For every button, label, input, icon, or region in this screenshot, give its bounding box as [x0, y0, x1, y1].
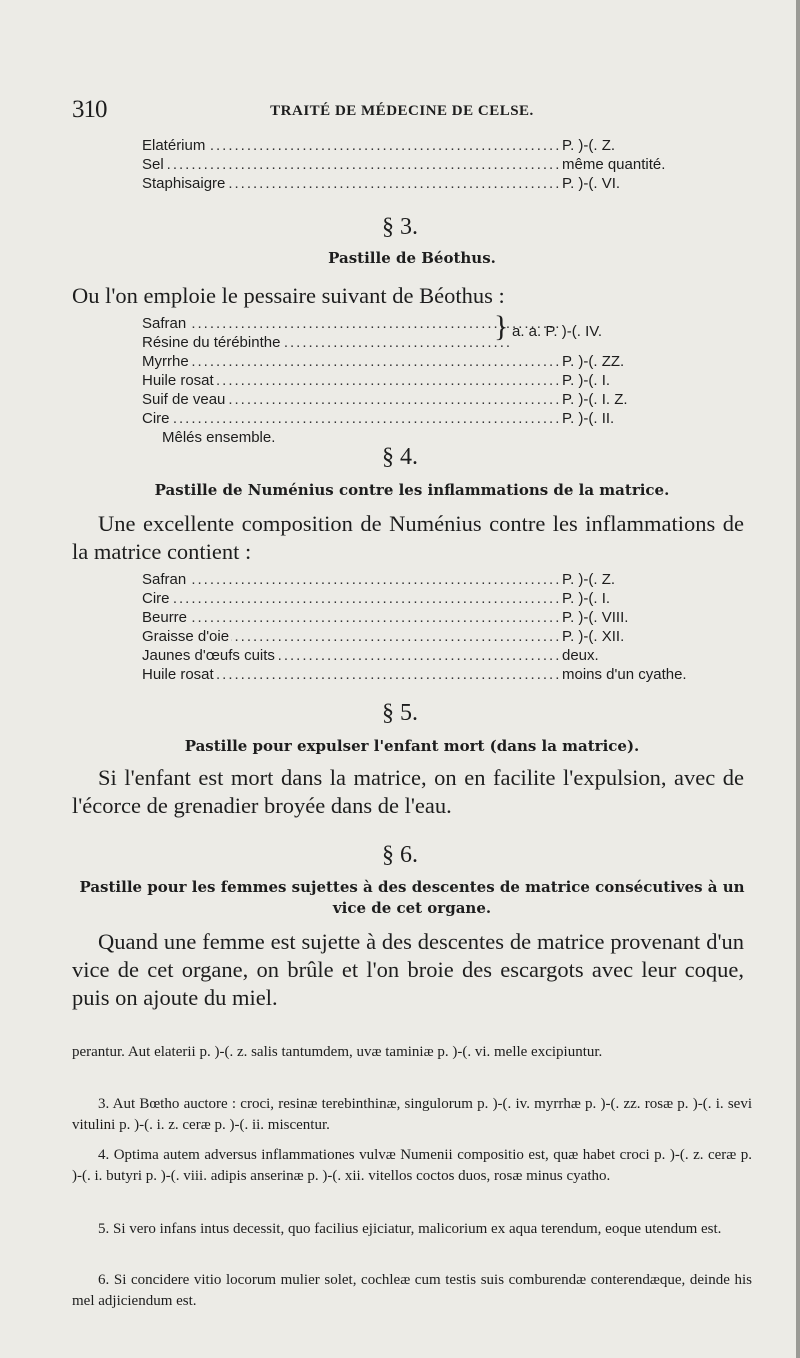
pair-quantity: a. a. P. )-(. IV. [512, 323, 603, 340]
latin-text: 5. Si vero infans intus decessit, quo facilius ejiciatur, malicorium ex aqua terendum, eoque utendum est. [98, 1221, 722, 1237]
latin-text: 3. Aut Bœtho auctore : croci, resinæ terebinthinæ, singulorum p. )-(. iv. myrrhæ p. )-(. zz. rosæ p. )-(. i. sevi vitulini p. )-(. i. z. ceræ p. )-(. ii. miscentur. [72, 1096, 752, 1133]
brace-glyph: } [494, 310, 509, 343]
recipe-row: ..... Huile rosat moins d'un cyathe. [142, 665, 710, 684]
section-title: Pastille pour expulser l'enfant mort (dans la matrice). [184, 737, 640, 755]
recipe-row: ..... Staphisaigre P. )-(. VI. [142, 174, 710, 193]
recipe-row: ..... Myrrhe P. )-(. ZZ. [142, 352, 710, 371]
section-title: Pastille de Béothus. [328, 249, 496, 267]
section-text: Quand une femme est sujette à des descentes de matrice provenant d'un vice de cet organe, on brûle et l'on broie des escargots avec leur coque, puis on ajoute du miel. [72, 929, 744, 1010]
recipe-row: ..... Résine du térébinthe [142, 333, 710, 352]
section-intro: Ou l'on emploie le pessaire suivant de Béothus : [72, 283, 505, 308]
recipe-list-s3 [142, 310, 710, 447]
section-number: § 6. [382, 842, 418, 868]
recipe-row: ..... Graisse d'oie P. )-(. XII. [142, 627, 710, 646]
section-text: Si l'enfant est mort dans la matrice, on en facilite l'expulsion, avec de l'écorce de grenadier broyée dans de l'eau. [72, 765, 744, 818]
section-number: § 5. [382, 700, 418, 726]
page-edge-shadow [796, 0, 800, 1358]
recipe-row: ..... Huile rosat P. )-(. I. [142, 371, 710, 390]
section-title: Pastille pour les femmes sujettes à des descentes de matrice consécutives à un vice de cet organe. [79, 878, 745, 917]
page-number: 310 [72, 96, 107, 123]
running-header [72, 96, 732, 128]
recipe-list-s4 [142, 570, 710, 684]
recipe-row: ..... Jaunes d'œufs cuits deux. [142, 646, 710, 665]
section-number: § 4. [382, 444, 418, 470]
recipe-row: ..... Beurre P. )-(. VIII. [142, 608, 710, 627]
recipe-note: Mêlés ensemble. [162, 429, 276, 446]
section-title: Pastille de Numénius contre les inflammations de la matrice. [154, 481, 670, 499]
latin-text: perantur. Aut elaterii p. )-(. z. salis tantumdem, uvæ taminiæ p. )-(. vi. melle excipiuntur. [72, 1044, 603, 1060]
recipe-row: ..... Cire P. )-(. II. [142, 409, 710, 428]
recipe-row: ..... Suif de veau P. )-(. I. Z. [142, 390, 710, 409]
recipe-row: ..... Sel même quantité. [142, 155, 710, 174]
recipe-row: ..... Cire P. )-(. I. [142, 589, 710, 608]
latin-text: 4. Optima autem adversus inflammationes vulvæ Numenii compositio est, quæ habet croci p. )-(. z. ceræ p. )-(. i. butyri p. )-(. viii. adipis anserinæ p. )-(. xii. vitellos coctos duos, rosæ minus cyatho. [72, 1147, 752, 1184]
latin-text: 6. Si concidere vitio locorum mulier solet, cochleæ cum testis suis comburendæ conterendæque, deinde his mel adjiciendum est. [72, 1272, 752, 1309]
section-intro: Une excellente composition de Numénius contre les inflammations de la matrice contient : [72, 511, 744, 564]
recipe-list-top [142, 136, 710, 193]
recipe-row: ..... Elatérium P. )-(. Z. [142, 136, 710, 155]
running-title: TRAITÉ DE MÉDECINE DE CELSE. [270, 103, 534, 119]
section-number: § 3. [382, 214, 418, 240]
recipe-row: ..... Safran [142, 314, 560, 333]
recipe-row: ..... Safran P. )-(. Z. [142, 570, 710, 589]
